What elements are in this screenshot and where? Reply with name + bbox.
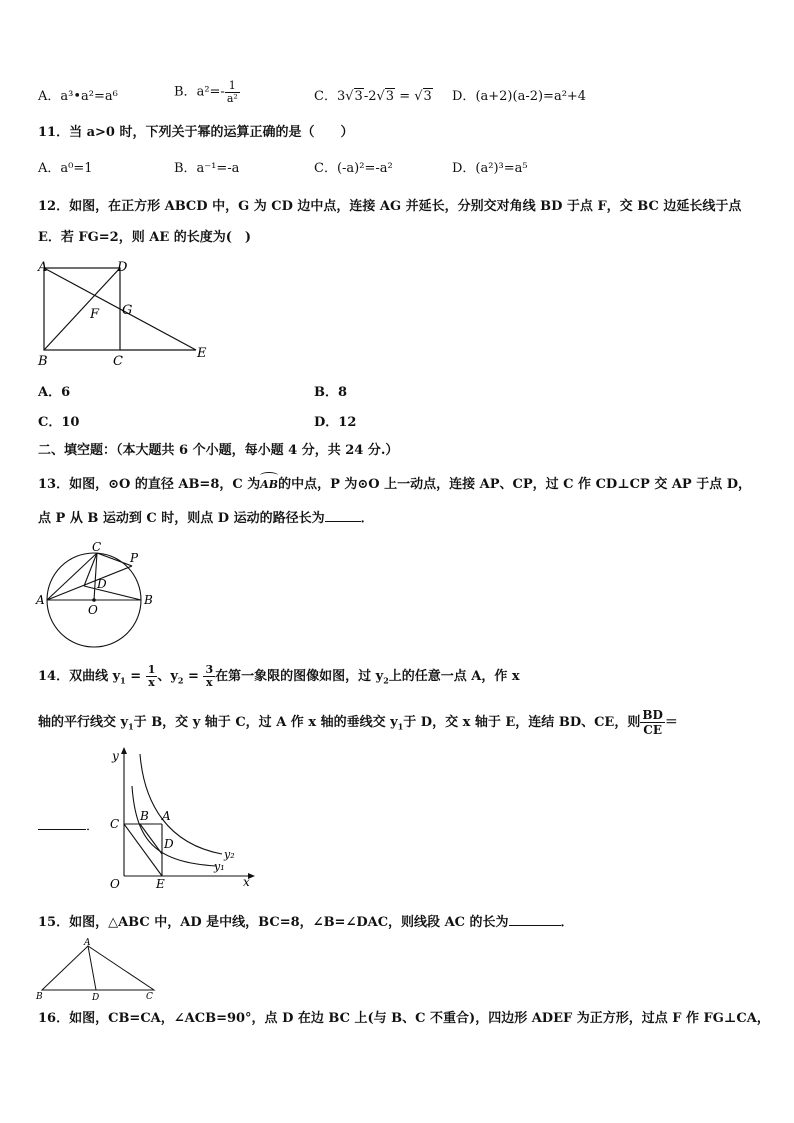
q12-stem-line1: 12．如图，在正方形 ABCD 中，G 为 CD 边中点，连接 AG 并延长，分别交对角线 BD 于点 F，交 BC 边延长线于点 [38,199,742,214]
q12-stem-line2: E．若 FG=2，则 AE 的长度为( ) [38,230,252,245]
label-c: C [146,992,153,1002]
q11-option-c: C．(-a)²=-a² [314,161,393,176]
label-c: C [113,354,123,369]
label-f: F [90,307,100,322]
label-a: A [162,809,171,823]
median-ad [88,946,96,990]
label-e: E [197,346,207,361]
label-d: D [117,260,128,275]
section-title: 二、填空题：（本大题共 6 个小题，每小题 4 分，共 24 分.） [38,443,399,458]
label-d: D [92,993,100,1002]
label-o: O [88,603,98,617]
diagonal-bd [44,268,120,350]
label-y: y [112,749,119,763]
label-y2: y₂ [224,848,235,861]
q13-stem-line1: 13．如图，⊙O 的直径 AB=8，C 为 AB的中点，P 为⊙O 上一动点，连接 AP、CP，过 C 作 CD⊥CP 交 AP 于点 D， [38,472,751,494]
q11-option-b: B．a⁻¹=-a [174,161,240,176]
q14-stem-line1: 14．双曲线 $y_1$ = $\frac{1}{x}$ 、$y_2$ = $\frac{3}{x}$ 在第一象限的图像如图，过 $y_2$上的任意一点 A，作 x [38,663,520,689]
label-o: O [110,877,120,891]
triangle-abc [42,946,154,990]
segment-ac [47,553,97,600]
segment-db [84,586,141,600]
y-arrow [121,747,127,754]
curve-y1 [132,786,216,866]
q10-option-d: D．(a+2)(a-2)=a²+4 [452,89,587,104]
q14-answer-line: ． [38,818,99,836]
label-p: P [130,551,139,565]
q10-option-a: A．a³•a²=a⁶ [38,89,118,104]
q11-option-a: A．a⁰=1 [38,161,93,176]
label-b: B [144,593,153,607]
label-a: A [36,593,45,607]
label-b: B [140,809,149,823]
q11-stem: 11．当 a>0 时，下列关于幂的运算正确的是（ ） [38,125,354,140]
curve-y2 [140,754,222,854]
q15-stem: 15．如图，△ABC 中，AD 是中线，BC=8，∠B=∠DAC，则线段 AC 的长为 ． [38,915,574,930]
q12-option-c: C．10 [38,415,80,430]
label-b: B [38,354,48,369]
q11-option-d: D．(a²)³=a⁵ [452,161,528,176]
q14-ratio-fraction: $\frac{BD}{CE}$ [642,708,663,737]
q14-answer-blank[interactable] [38,829,86,830]
q15-figure [34,938,164,1002]
q14-fraction-1: $\frac{1}{x}$ [147,663,156,689]
label-b: B [36,992,43,1002]
arc-ab-label: AB [260,472,278,494]
q10-b-fraction: $\frac{1}{\text{a²}}$ [226,79,238,105]
q12-option-a: A．6 [38,385,71,400]
segment-cp [97,553,132,566]
label-c: C [92,540,102,554]
q12-option-d: D．12 [314,415,357,430]
label-d: D [97,577,107,591]
label-x: x [243,875,250,889]
label-d: D [164,837,174,851]
label-g: G [122,303,133,318]
q14-fraction-2: $\frac{3}{x}$ [205,663,214,689]
label-a: A [38,260,48,275]
q16-stem: 16．如图，CB=CA，∠ACB=90°，点 D 在边 BC 上(与 B、C 不重合)，四边形 ADEF 为正方形，过点 F 作 FG⊥CA， [38,1011,770,1026]
q15-answer-blank[interactable] [509,925,561,926]
q13-stem-line2: 点 P 从 B 运动到 C 时，则点 D 运动的路径长为 ． [38,511,374,526]
q14-stem-line2: 轴的平行线交 $y_1$于 B，交 y 轴于 C，过 A 作 x 轴的垂线交 $y_1$于 D，交 x 轴于 E，连结 BD、CE，则 $\frac{BD}{CE}$ ＝ [38,708,678,737]
q13-answer-blank[interactable] [325,521,361,522]
q10-option-b: B．a²=- $\frac{1}{\text{a²}}$ [174,79,238,105]
q13-figure [34,540,164,652]
label-y1: y₁ [214,860,225,873]
q12-figure [36,258,216,370]
label-c: C [110,817,120,831]
label-a: A [84,938,91,948]
q10-option-c: C．3√3-2√3 = √3 [314,89,432,104]
q12-option-b: B．8 [314,385,348,400]
label-e: E [156,877,165,891]
center-dot [92,598,96,602]
q14-figure [98,744,258,892]
